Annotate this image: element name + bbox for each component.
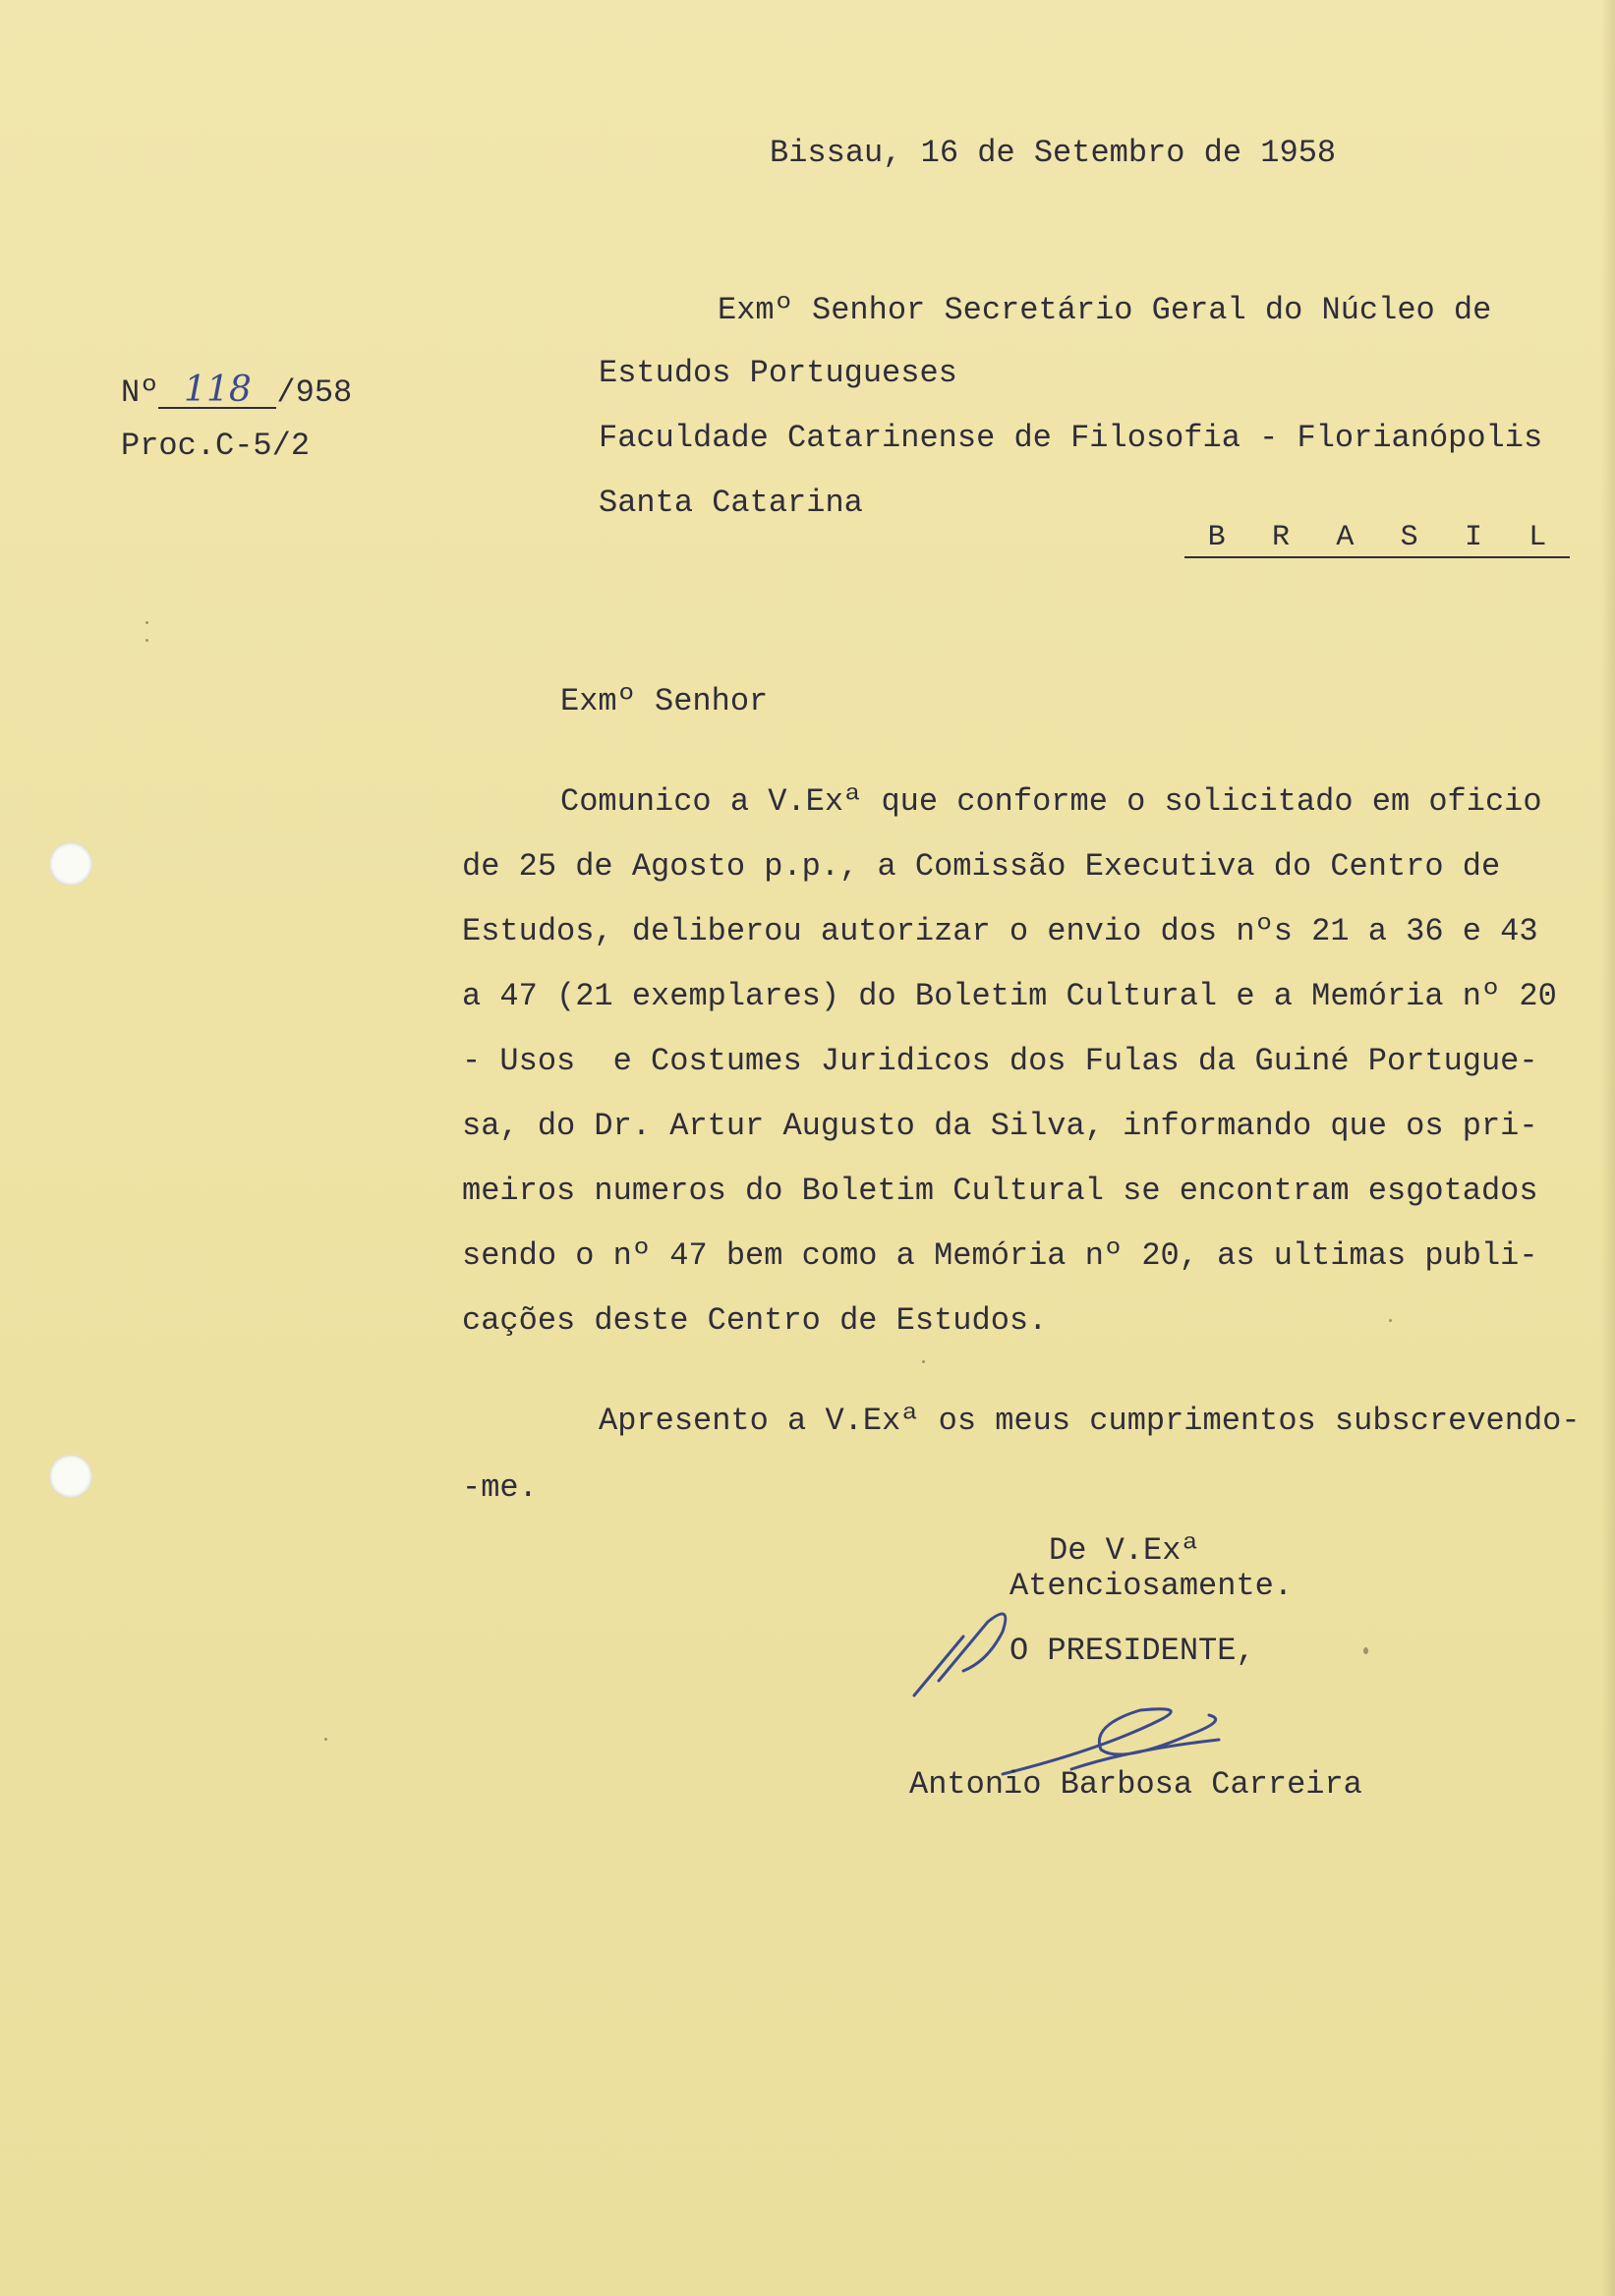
paper-speck	[1389, 1319, 1392, 1322]
country-letter: R	[1271, 521, 1290, 554]
place-date: Bissau, 16 de Setembro de 1958	[770, 135, 1337, 171]
paper-edge-shadow	[1601, 0, 1615, 2296]
paper-speck	[324, 1738, 327, 1741]
paper-speck	[145, 639, 148, 642]
addressee-line-2: Estudos Portugueses	[599, 355, 957, 391]
reference-handwritten-number: 118	[158, 373, 276, 409]
signatory-name: Antonio Barbosa Carreira	[909, 1766, 1362, 1803]
closing-line-1: Apresento a V.Exª os meus cumprimentos subscrevendo-	[599, 1403, 1581, 1439]
process-number: Proc.C-5/2	[121, 428, 311, 464]
salutation: Exmº Senhor	[560, 683, 769, 719]
country-letter: B	[1207, 521, 1226, 554]
closing-formula-1: De V.Exª	[1049, 1532, 1200, 1569]
closing-formula-2: Atenciosamente.	[1009, 1568, 1294, 1604]
country-letter: A	[1336, 521, 1355, 554]
body-line-9: cações deste Centro de Estudos.	[462, 1302, 1048, 1339]
country-letter: L	[1528, 521, 1547, 554]
country-letter: S	[1400, 521, 1418, 554]
body-line-1: Comunico a V.Exª que conforme o solicitado em oficio	[560, 783, 1542, 820]
punch-hole-top	[49, 842, 92, 886]
signatory-title: O PRESIDENTE,	[1009, 1633, 1255, 1669]
body-line-2: de 25 de Agosto p.p., a Comissão Executiva do Centro de	[462, 848, 1501, 885]
body-line-5: - Usos e Costumes Juridicos dos Fulas da Guiné Portugue-	[462, 1043, 1538, 1079]
addressee-line-1: Exmº Senhor Secretário Geral do Núcleo de	[718, 292, 1492, 328]
body-line-6: sa, do Dr. Artur Augusto da Silva, informando que os pri-	[462, 1108, 1538, 1144]
country-letter: I	[1464, 521, 1482, 554]
reference-number	[121, 370, 353, 413]
body-line-7: meiros numeros do Boletim Cultural se encontram esgotados	[462, 1173, 1538, 1209]
closing-line-2: -me.	[462, 1469, 538, 1506]
body-line-8: sendo o nº 47 bem como a Memória nº 20, as ultimas publi-	[462, 1237, 1538, 1274]
punch-hole-bottom	[49, 1455, 92, 1498]
paper-speck	[1363, 1647, 1368, 1654]
body-line-3: Estudos, deliberou autorizar o envio dos nºs 21 a 36 e 43	[462, 913, 1538, 949]
addressee-country	[1184, 521, 1570, 558]
reference-prefix: Nº	[121, 374, 159, 411]
addressee-line-4: Santa Catarina	[599, 485, 863, 521]
paper-speck	[922, 1360, 925, 1363]
paper-speck	[145, 621, 148, 624]
reference-year: /958	[276, 374, 353, 411]
body-line-4: a 47 (21 exemplares) do Boletim Cultural e a Memória nº 20	[462, 978, 1557, 1014]
addressee-line-3: Faculdade Catarinense de Filosofia - Florianópolis	[599, 420, 1543, 456]
